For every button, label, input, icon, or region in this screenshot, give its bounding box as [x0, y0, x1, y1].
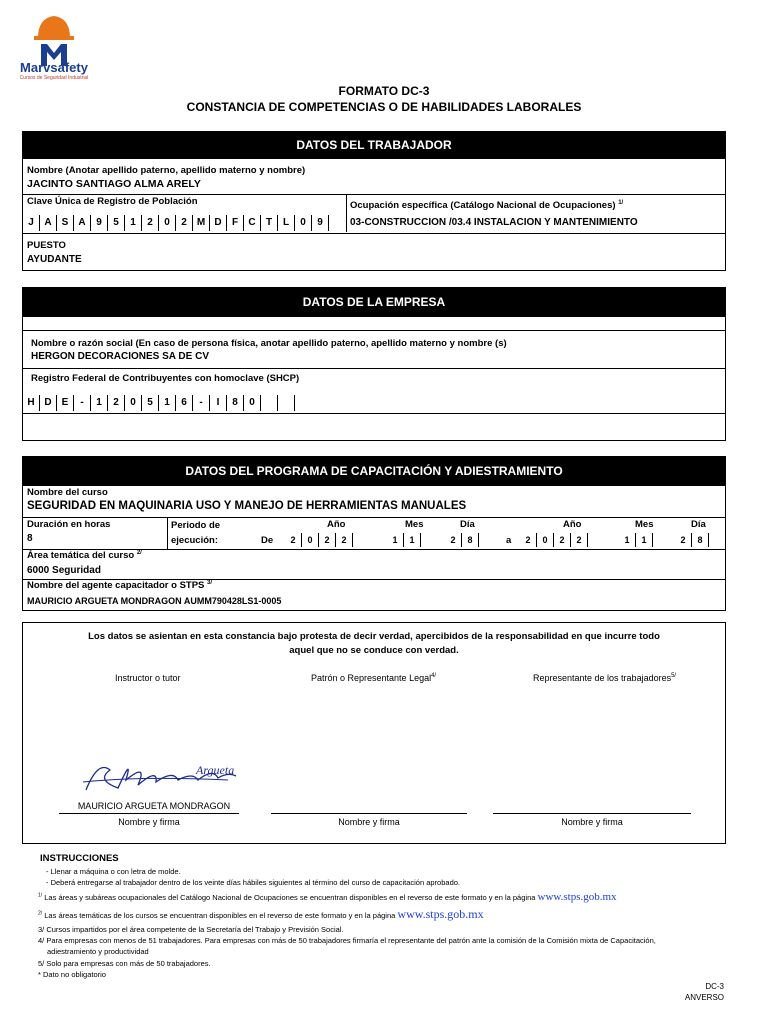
from-year-digit[interactable]: 2: [336, 533, 353, 547]
workers-sign-line: [493, 813, 691, 814]
from-year-boxes[interactable]: [285, 533, 353, 547]
employer-label: Patrón o Representante Legal$^{4/}$: [311, 673, 437, 683]
rfc-char[interactable]: 6: [176, 395, 193, 411]
note-4a: 4/ Para empresas con menos de 51 trabajadores. Para empresas con más de 50 trabajadores firmaría el representante del patrón ante la comisión de la Comisión mixta de Capacitación,: [38, 936, 656, 945]
curp-boxes[interactable]: [23, 215, 329, 231]
logo-brand: Marvsafety: [20, 60, 88, 75]
to-year-digit[interactable]: 2: [520, 533, 537, 547]
curp-char[interactable]: 5: [108, 215, 125, 231]
to-label: a: [506, 535, 512, 546]
instructor-sign-line: [59, 813, 239, 814]
to-year-boxes[interactable]: [520, 533, 588, 547]
curp-char[interactable]: M: [193, 215, 210, 231]
from-month-boxes[interactable]: [387, 533, 421, 547]
curp-char[interactable]: A: [40, 215, 57, 231]
company-name-label: Nombre o razón social (En caso de persona física, anotar apellido paterno, apellido materno y nombre (s): [31, 338, 507, 349]
period-label-2: ejecución:: [171, 535, 218, 546]
declaration-line-2: aquel que no se conduce con verdad.: [289, 645, 459, 656]
rfc-char[interactable]: 1: [91, 395, 108, 411]
rfc-char[interactable]: 2: [108, 395, 125, 411]
curp-label: Clave Única de Registro de Población: [27, 196, 198, 207]
to-month-boxes[interactable]: [619, 533, 653, 547]
from-day-digit[interactable]: 2: [445, 533, 462, 547]
course-label: Nombre del curso: [27, 487, 108, 498]
occupation-value[interactable]: 03-CONSTRUCCION /03.4 INSTALACION Y MANTENIMIENTO: [350, 217, 638, 228]
duration-value[interactable]: 8: [27, 533, 33, 544]
rfc-char[interactable]: 0: [244, 395, 261, 411]
rfc-char[interactable]: 0: [125, 395, 142, 411]
instructions-title: INSTRUCCIONES: [40, 853, 119, 864]
curp-char[interactable]: A: [74, 215, 91, 231]
to-month-digit[interactable]: 1: [619, 533, 636, 547]
agent-value[interactable]: MAURICIO ARGUETA MONDRAGON AUMM790428LS1-0005: [27, 596, 282, 606]
from-month-label: Mes: [405, 519, 424, 530]
to-year-digit[interactable]: 2: [554, 533, 571, 547]
worker-section: [22, 131, 726, 271]
note-3: 3/ Cursos impartidos por el área competente de la Secretaría del Trabajo y Previsión Social.: [38, 925, 344, 934]
to-year-digit[interactable]: 0: [537, 533, 554, 547]
stps-link-2[interactable]: www.stps.gob.mx: [397, 907, 484, 921]
rfc-char[interactable]: I: [210, 395, 227, 411]
occupation-label: Ocupación específica (Catálogo Nacional de Ocupaciones) $^{1/}$: [350, 200, 624, 212]
workers-rep-label: Representante de los trabajadores$^{5/}$: [533, 673, 677, 683]
curp-char[interactable]: D: [210, 215, 227, 231]
curp-char[interactable]: L: [278, 215, 295, 231]
area-value[interactable]: 6000 Seguridad: [27, 565, 101, 576]
stps-link-1[interactable]: www.stps.gob.mx: [537, 891, 617, 903]
from-year-label: Año: [327, 519, 346, 530]
instructor-signature: [78, 750, 248, 800]
from-day-boxes[interactable]: [445, 533, 479, 547]
from-year-digit[interactable]: 2: [285, 533, 302, 547]
employer-sign-caption: Nombre y firma: [338, 817, 400, 827]
instructor-name: MAURICIO ARGUETA MONDRAGON: [77, 801, 231, 811]
rfc-char[interactable]: -: [193, 395, 210, 411]
rfc-char[interactable]: [261, 395, 278, 411]
curp-char[interactable]: 0: [159, 215, 176, 231]
curp-char[interactable]: C: [244, 215, 261, 231]
rfc-char[interactable]: 5: [142, 395, 159, 411]
from-year-digit[interactable]: 2: [319, 533, 336, 547]
rfc-char[interactable]: 8: [227, 395, 244, 411]
worker-name-label: Nombre (Anotar apellido paterno, apellido materno y nombre): [27, 165, 306, 176]
rfc-char[interactable]: -: [74, 395, 91, 411]
instruction-line-2: - Deberá entregarse al trabajador dentro de los veinte días hábiles siguientes al término del curso de capacitación aprobado.: [46, 878, 461, 887]
curp-char[interactable]: S: [57, 215, 74, 231]
logo-tagline: Cursos de Seguridad Industrial: [19, 75, 89, 81]
program-section: [22, 456, 726, 611]
curp-char[interactable]: 9: [91, 215, 108, 231]
rfc-char[interactable]: E: [57, 395, 74, 411]
from-label: De: [261, 535, 274, 546]
course-value[interactable]: SEGURIDAD EN MAQUINARIA USO Y MANEJO DE HERRAMIENTAS MANUALES: [27, 500, 467, 512]
to-day-digit[interactable]: 8: [692, 533, 709, 547]
company-name-value[interactable]: HERGON DECORACIONES SA DE CV: [31, 351, 209, 362]
curp-char[interactable]: J: [23, 215, 40, 231]
company-section-header: DATOS DE LA EMPRESA: [23, 288, 725, 317]
company-section: [22, 287, 726, 441]
from-year-digit[interactable]: 0: [302, 533, 319, 547]
declaration-line-1: Los datos se asientan en esta constancia bajo protesta de decir verdad, apercibidos de la responsabilidad en que incurre todo: [88, 631, 660, 642]
signature-text: Argueta: [196, 763, 235, 777]
rfc-char[interactable]: D: [40, 395, 57, 411]
worker-section-header: DATOS DEL TRABAJADOR: [23, 132, 725, 159]
curp-char[interactable]: 1: [125, 215, 142, 231]
rfc-boxes[interactable]: [23, 395, 295, 411]
to-day-digit[interactable]: 2: [675, 533, 692, 547]
to-year-digit[interactable]: 2: [571, 533, 588, 547]
to-month-digit[interactable]: 1: [636, 533, 653, 547]
instructor-sign-caption: Nombre y firma: [118, 817, 180, 827]
area-label: Área temática del curso $^{2/}$: [27, 550, 142, 562]
footer-side: ANVERSO: [684, 993, 724, 1002]
instructor-label: Instructor o tutor: [115, 673, 181, 683]
curp-char[interactable]: T: [261, 215, 278, 231]
signature-section: [22, 622, 726, 844]
rfc-char[interactable]: H: [23, 395, 40, 411]
to-day-boxes[interactable]: [675, 533, 709, 547]
curp-char[interactable]: 0: [295, 215, 312, 231]
curp-char[interactable]: F: [227, 215, 244, 231]
note-5: 5/ Solo para empresas con más de 50 trabajadores.: [38, 959, 211, 968]
rfc-char[interactable]: 1: [159, 395, 176, 411]
position-label: PUESTO: [27, 240, 66, 251]
note-4b: adiestramiento y productividad: [47, 947, 149, 956]
agent-label: Nombre del agente capacitador o STPS $^{3/}$: [27, 580, 213, 592]
from-month-digit[interactable]: 1: [404, 533, 421, 547]
instruction-line-1: - Llenar a máquina o con letra de molde.: [46, 867, 181, 876]
note-6: * Dato no obligatorio: [38, 970, 106, 979]
from-month-digit[interactable]: 1: [387, 533, 404, 547]
rfc-char[interactable]: [278, 395, 295, 411]
period-label-1: Periodo de: [171, 520, 221, 531]
to-year-label: Año: [563, 519, 582, 530]
duration-label: Duración en horas: [27, 519, 111, 530]
curp-char[interactable]: 9: [312, 215, 329, 231]
from-day-digit[interactable]: 8: [462, 533, 479, 547]
form-code-title: FORMATO DC-3: [338, 84, 430, 98]
program-section-header: DATOS DEL PROGRAMA DE CAPACITACIÓN Y ADIESTRAMIENTO: [23, 457, 725, 486]
employer-sign-line: [271, 813, 467, 814]
from-day-label: Día: [460, 519, 475, 530]
to-day-label: Día: [691, 519, 706, 530]
note-1: $^{1/}$ Las áreas y subáreas ocupacionales del Catálogo Nacional de Ocupaciones se encuentran disponibles en el reverso de este formato y en la página www.stps.gob.mx: [38, 891, 617, 903]
to-month-label: Mes: [635, 519, 654, 530]
position-value[interactable]: AYUDANTE: [27, 254, 82, 265]
rfc-label: Registro Federal de Contribuyentes con homoclave (SHCP): [31, 373, 300, 384]
workers-sign-caption: Nombre y firma: [561, 817, 623, 827]
footer-code: DC-3: [705, 982, 724, 991]
curp-char[interactable]: 2: [142, 215, 159, 231]
note-2: $^{2/}$ Las áreas temáticas de los cursos se encuentran disponibles en el reverso de este formato y en la página www.stps.gob.mx: [38, 907, 484, 921]
form-title: CONSTANCIA DE COMPETENCIAS O DE HABILIDADES LABORALES: [186, 100, 582, 114]
worker-name-value[interactable]: JACINTO SANTIAGO ALMA ARELY: [27, 178, 201, 190]
curp-char[interactable]: 2: [176, 215, 193, 231]
